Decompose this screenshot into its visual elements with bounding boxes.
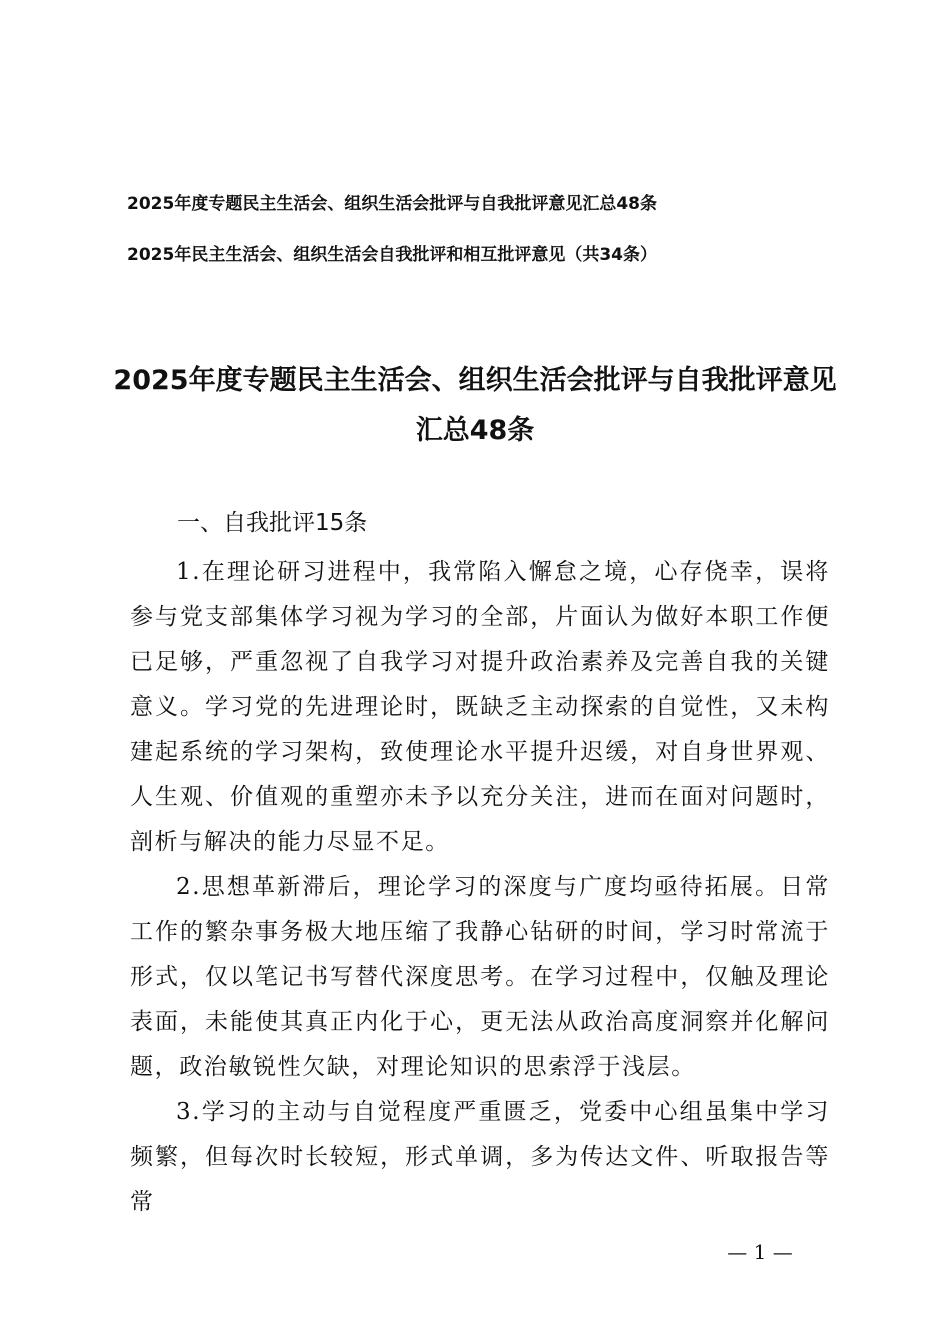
paragraph-1: 1.在理论研习进程中，我常陷入懈怠之境，心存侥幸，误将参与党支部集体学习视为学习的全部，片面认为做好本职工作便已足够，严重忽视了自我学习对提升政治素养及完善自我的关键意义。学习党的先进理论时，既缺乏主动探索的自觉性，又未构建起系统的学习架构，致使理论水平提升迟缓，对自身世界观、人生观、价值观的重塑亦未予以充分关注，进而在面对问题时，剖析与解决的能力尽显不足。 — [130, 559, 830, 855]
table-of-contents — [127, 192, 847, 294]
paragraph-2: 2.思想革新滞后，理论学习的深度与广度均亟待拓展。日常工作的繁杂事务极大地压缩了我静心钻研的时间，学习时常流于形式，仅以笔记书写替代深度思考。在学习过程中，仅触及理论表面，未能使其真正内化于心，更无法从政治高度洞察并化解问题，政治敏锐性欠缺，对理论知识的思索浮于浅层。 — [130, 874, 830, 1080]
toc-item-2[interactable]: 2025年民主生活会、组织生活会自我批评和相互批评意见（共34条） — [127, 245, 657, 265]
paragraph-3: 3.学习的主动与自觉程度严重匮乏，党委中心组虽集中学习频繁，但每次时长较短，形式单调，多为传达文件、听取报告等常 — [130, 1099, 830, 1215]
document-body — [130, 550, 830, 1225]
page-number: — 1 — — [727, 1240, 793, 1264]
toc-item-1[interactable]: 2025年度专题民主生活会、组织生活会批评与自我批评意见汇总48条 — [127, 194, 657, 214]
document-title: 2025年度专题民主生活会、组织生活会批评与自我批评意见汇总48条 — [113, 365, 837, 446]
section-heading: 一、自我批评15条 — [177, 510, 368, 536]
